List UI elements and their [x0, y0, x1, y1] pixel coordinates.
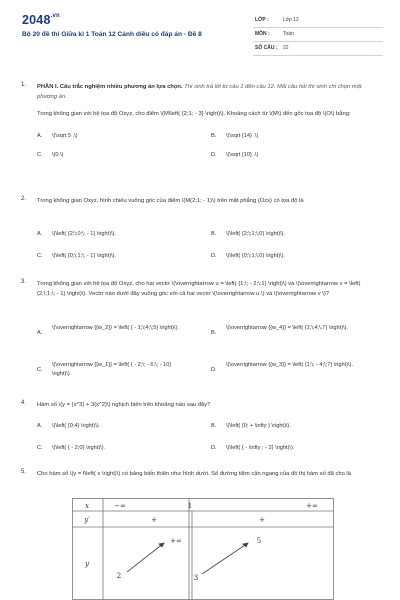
option-text: \(\left( {0;\;1;\; - 1} \right)\). [52, 253, 117, 259]
option-text: \(\left( {2;\;1;\;0} \right)\). [226, 231, 286, 237]
y-value: 5 [256, 537, 262, 545]
option-label: A. [37, 133, 43, 139]
question-text: Trong không gian với hệ tọa độ Oxyz, cho hai vectơ \(\overrightarrow u = \left( {1;\; - 2;\;1} \right)\) và \(\overrightarrow v = \left( {2;\;1;\; - 1} \right)\). Vectơ nào dưới đây vuông góc với cả hai vectơ \(\overrightarrow u \) và \(\overrightarrow v \)? [37, 281, 361, 297]
option-text: \(0.\) [52, 152, 64, 158]
sign: + [151, 516, 157, 524]
option-text: \(\sqrt 5 .\) [52, 133, 78, 139]
question-number: 1. [21, 82, 27, 88]
option-label: C. [37, 367, 43, 373]
option-label: C. [37, 445, 43, 451]
variation-table [72, 498, 334, 600]
option-text: \(\overrightarrow {{w_2}} = \left( { - 1;\;4;\;5} \right)\). [52, 325, 180, 331]
question-text: Hàm số \(y = {x^3} + 3{x^2}\) nghịch biến trên khoảng nào sau đây? [37, 402, 211, 408]
y-value: 3 [193, 574, 199, 582]
option-text: \(\left( {0;\;1;\;0} \right)\). [226, 253, 286, 259]
option-text: \(\left( {2;\;0;\; - 1} \right)\). [52, 231, 117, 237]
info-key: MÔN : [255, 31, 270, 37]
option-label: B. [211, 231, 217, 237]
option-text: \(\overrightarrow {{w_1}} = \left( { - 2;\; - 6;\; - 10} \right)\). [52, 362, 172, 377]
option-label: D. [211, 152, 217, 158]
option-label: D. [211, 367, 217, 373]
info-row-subject [253, 28, 383, 42]
arrow-head [243, 543, 248, 547]
option-label: B. [211, 330, 217, 336]
question-text: Trong không gian với hệ tọa độ Oxyz, cho điểm \(M\left( {2;1; - 3} \right)\). Khoảng cách từ \(M\) đến gốc tọa độ \(O\) bằng: [37, 111, 351, 117]
table-border [73, 499, 334, 600]
info-value: Lớp 12 [283, 17, 299, 23]
y-value: 2 [116, 572, 122, 580]
y-value: +∞ [170, 537, 182, 545]
info-value: Toán [283, 31, 294, 37]
x-row-label: x [85, 502, 89, 510]
page-header [0, 0, 400, 62]
question-number: 2. [21, 196, 27, 202]
page-title: Bộ 20 đề thi Giữa kì 1 Toán 12 Cánh diều có đáp án - Đề 8 [22, 31, 202, 38]
info-row-question-count [253, 42, 383, 56]
question-number: 5. [21, 469, 27, 475]
option-text: \(\left( { - \infty ; - 2} \right)\). [226, 445, 295, 451]
option-text: \(\left( {0;4} \right)\). [52, 423, 101, 429]
question-text: Trong không gian Oxyz, hình chiếu vuông góc của điểm \(M(2;1; - 1)\) trên mặt phẳng (Ozx) có tọa độ là [37, 198, 304, 204]
option-text: \(\sqrt {14} .\) [226, 133, 259, 139]
logo-text: 2048 [22, 13, 51, 27]
option-label: A. [37, 330, 43, 336]
section-intro [37, 82, 377, 102]
info-key: SỐ CÂU : [255, 45, 278, 51]
option-text: \(\left( { - 2;0} \right)\). [52, 445, 106, 451]
logo-suffix: .vn [50, 13, 60, 19]
option-text: \(\overrightarrow {{w_4}} = \left( {1;\;4;\;7} \right)\). [226, 325, 349, 331]
question-number: 3. [21, 279, 27, 285]
option-label: B. [211, 133, 217, 139]
question-number: 4. [21, 400, 27, 406]
x-value: −∞ [114, 502, 126, 510]
x-value: 1 [187, 502, 193, 510]
yprime-row-label: y′ [84, 516, 90, 524]
info-key: LỚP : [255, 17, 269, 23]
info-row-class [253, 14, 383, 28]
info-value: 22 [283, 45, 289, 51]
increase-arrow [127, 543, 164, 572]
increase-arrow [202, 543, 248, 574]
section-heading: PHẦN I. Câu trắc nghiệm nhiều phương án lựa chọn. [37, 84, 183, 90]
option-label: A. [37, 423, 43, 429]
sign: + [259, 516, 265, 524]
option-label: C. [37, 253, 43, 259]
section-instructions: Thí sinh trả lời từ câu 1 đến câu 12. Mỗi câu hỏi thí sinh chỉ chọn một phương án. [37, 84, 362, 100]
option-label: B. [211, 423, 217, 429]
option-label: D. [211, 445, 217, 451]
option-label: C. [37, 152, 43, 158]
option-text: \(\sqrt {10} .\) [226, 152, 259, 158]
option-text: \(\left( {0; + \infty } \right)\). [226, 423, 291, 429]
option-label: A. [37, 231, 43, 237]
option-text: \(\overrightarrow {{w_3}} = \left( {1;\; - 4;\;7} \right)\). [226, 362, 354, 368]
exam-info-panel [253, 14, 383, 56]
x-value: +∞ [306, 502, 318, 510]
site-logo[interactable] [22, 13, 60, 27]
question-text: Cho hàm số \(y = f\left( x \right)\) có bảng biến thiên như hình dưới. Số đường tiệm cận ngang của đồ thị hàm số đã cho là [37, 471, 351, 477]
y-row-label: y [85, 560, 89, 568]
option-label: D. [211, 253, 217, 259]
